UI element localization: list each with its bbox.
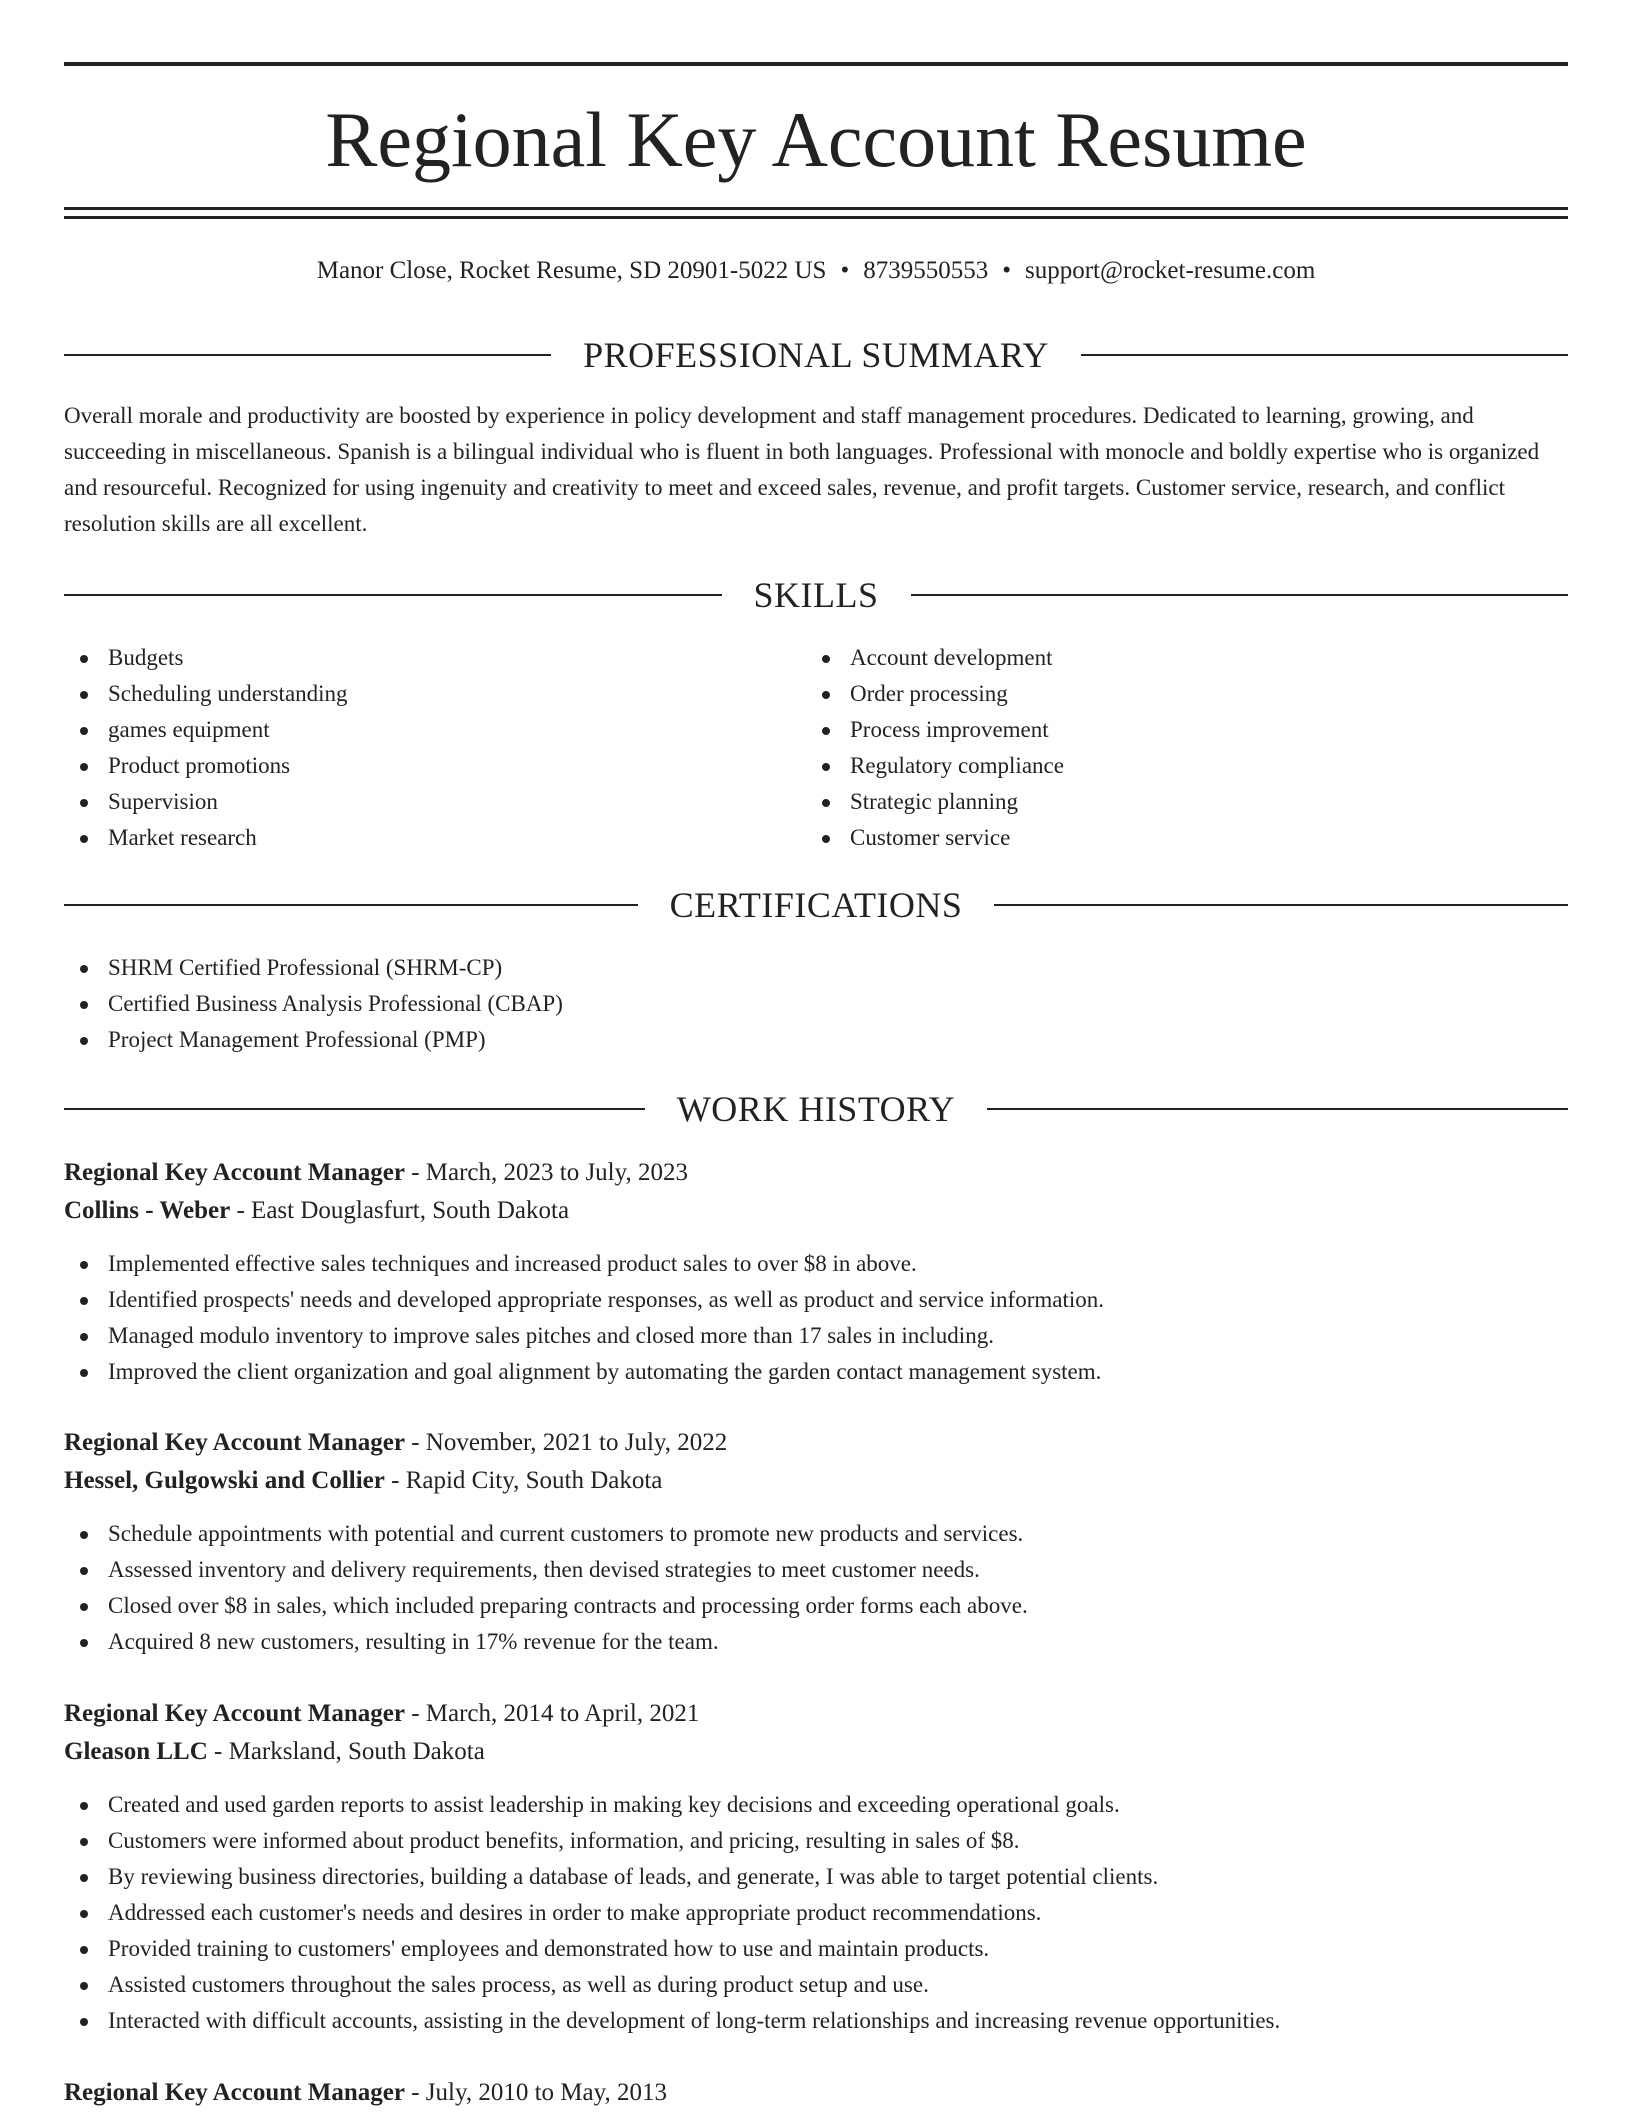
job-bullet: Managed modulo inventory to improve sales pitches and closed more than 17 sales in including. bbox=[64, 1318, 1568, 1354]
heading-rule-left bbox=[64, 594, 722, 596]
skill-item: Order processing bbox=[806, 676, 1546, 712]
heading-rule-right bbox=[994, 904, 1568, 906]
job-title: Regional Key Account Manager bbox=[64, 2079, 405, 2106]
skill-item: Strategic planning bbox=[806, 784, 1546, 820]
job-bullet: Assisted customers throughout the sales process, as well as during product setup and use. bbox=[64, 1967, 1568, 2003]
job-role-line bbox=[64, 2074, 1568, 2112]
job-location: - Marksland, South Dakota bbox=[207, 1738, 485, 1765]
job-role-line bbox=[64, 1154, 1568, 1192]
contact-email: support@rocket-resume.com bbox=[1024, 257, 1316, 284]
job-bullet: Acquired 8 new customers, resulting in 17% revenue for the team. bbox=[64, 1624, 1568, 1660]
contact-address: Manor Close, Rocket Resume, SD 20901-5022 US bbox=[316, 257, 827, 284]
section-heading-certifications bbox=[64, 883, 1568, 927]
certifications-block bbox=[64, 950, 1568, 1058]
skill-item: Scheduling understanding bbox=[64, 676, 804, 712]
heading-rule-left bbox=[64, 1108, 645, 1110]
job-entry bbox=[64, 1695, 1568, 2039]
skills-column-left bbox=[64, 640, 804, 856]
certification-item: Certified Business Analysis Professional (CBAP) bbox=[64, 986, 1568, 1022]
title-rule-upper bbox=[64, 207, 1568, 210]
section-heading-summary bbox=[64, 333, 1568, 377]
job-bullet: Closed over $8 in sales, which included preparing contracts and processing order forms each above. bbox=[64, 1588, 1568, 1624]
job-role-line bbox=[64, 1695, 1568, 1733]
heading-label: SKILLS bbox=[753, 575, 879, 615]
heading-rule-right bbox=[987, 1108, 1568, 1110]
job-bullet: Customers were informed about product benefits, information, and pricing, resulting in sales of $8. bbox=[64, 1823, 1568, 1859]
skills-column-right bbox=[806, 640, 1546, 856]
top-rule bbox=[64, 62, 1568, 66]
heading-rule-left bbox=[64, 904, 638, 906]
contact-separator: • bbox=[1002, 257, 1011, 284]
job-bullet: Assessed inventory and delivery requirements, then devised strategies to meet customer needs. bbox=[64, 1552, 1568, 1588]
skill-item: Account development bbox=[806, 640, 1546, 676]
heading-label: CERTIFICATIONS bbox=[669, 885, 963, 925]
heading-rule-right bbox=[911, 594, 1569, 596]
job-dates: - November, 2021 to July, 2022 bbox=[404, 1429, 728, 1456]
certification-item: SHRM Certified Professional (SHRM-CP) bbox=[64, 950, 1568, 986]
job-dates: - July, 2010 to May, 2013 bbox=[404, 2079, 667, 2106]
job-bullet: Improved the client organization and goal alignment by automating the garden contact management system. bbox=[64, 1354, 1568, 1390]
job-bullets bbox=[64, 1787, 1568, 2039]
job-bullet: Provided training to customers' employees and demonstrated how to use and maintain products. bbox=[64, 1931, 1568, 1967]
skill-item: Budgets bbox=[64, 640, 804, 676]
contact-separator: • bbox=[840, 257, 850, 284]
professional-summary: Overall morale and productivity are boosted by experience in policy development and staff management procedures. Dedicated to learning, growing, and succeeding in miscellaneous. Spanish is a bilingual individual who is fluent in both languages. Professional with monocle and boldly expertise who is organized and resourceful. Recognized for using ingenuity and creativity to meet and exceed sales, revenue, and profit targets. Customer service, research, and conflict resolution skills are all excellent. bbox=[64, 403, 1540, 536]
job-company: Hessel, Gulgowski and Collier bbox=[64, 1467, 385, 1494]
resume-title: Regional Key Account Resume bbox=[325, 96, 1307, 183]
job-location: - Rapid City, South Dakota bbox=[384, 1467, 663, 1494]
job-bullet: Implemented effective sales techniques and increased product sales to over $8 in above. bbox=[64, 1246, 1568, 1282]
skill-item: Customer service bbox=[806, 820, 1546, 856]
job-company-line bbox=[64, 1462, 1568, 1500]
section-heading-work-history bbox=[64, 1087, 1568, 1131]
job-title: Regional Key Account Manager bbox=[64, 1700, 405, 1727]
contact-line bbox=[64, 254, 1568, 288]
job-bullet: Schedule appointments with potential and current customers to promote new products and services. bbox=[64, 1516, 1568, 1552]
job-dates: - March, 2014 to April, 2021 bbox=[404, 1700, 700, 1727]
skill-item: Market research bbox=[64, 820, 804, 856]
contact-phone: 8739550553 bbox=[863, 257, 989, 284]
skill-item: Product promotions bbox=[64, 748, 804, 784]
job-title: Regional Key Account Manager bbox=[64, 1429, 405, 1456]
job-bullet: Interacted with difficult accounts, assisting in the development of long-term relationships and increasing revenue opportunities. bbox=[64, 2003, 1568, 2039]
heading-rule-left bbox=[64, 354, 551, 356]
job-bullets bbox=[64, 1246, 1568, 1390]
heading-label: WORK HISTORY bbox=[676, 1089, 956, 1129]
heading-rule-right bbox=[1081, 354, 1568, 356]
skill-item: Regulatory compliance bbox=[806, 748, 1546, 784]
job-dates: - March, 2023 to July, 2023 bbox=[404, 1159, 689, 1186]
job-entry bbox=[64, 1424, 1568, 1660]
job-bullet: Created and used garden reports to assist leadership in making key decisions and exceeding operational goals. bbox=[64, 1787, 1568, 1823]
job-title: Regional Key Account Manager bbox=[64, 1159, 405, 1186]
job-role-line bbox=[64, 1424, 1568, 1462]
job-company-line bbox=[64, 1733, 1568, 1771]
job-company: Gleason LLC bbox=[64, 1738, 208, 1765]
skills-list-right bbox=[806, 640, 1546, 856]
job-entry bbox=[64, 1154, 1568, 1390]
skills-list-left bbox=[64, 640, 804, 856]
skill-item: games equipment bbox=[64, 712, 804, 748]
job-bullet: By reviewing business directories, building a database of leads, and generate, I was able to target potential clients. bbox=[64, 1859, 1568, 1895]
certification-item: Project Management Professional (PMP) bbox=[64, 1022, 1568, 1058]
heading-label: PROFESSIONAL SUMMARY bbox=[583, 335, 1049, 375]
certifications-list bbox=[64, 950, 1568, 1058]
job-bullet: Addressed each customer's needs and desires in order to make appropriate product recommendations. bbox=[64, 1895, 1568, 1931]
job-company: Collins - Weber bbox=[64, 1197, 231, 1224]
section-heading-skills bbox=[64, 573, 1568, 617]
title-rule-lower bbox=[64, 216, 1568, 219]
job-company-line bbox=[64, 1192, 1568, 1230]
skill-item: Process improvement bbox=[806, 712, 1546, 748]
job-location: - East Douglasfurt, South Dakota bbox=[230, 1197, 570, 1224]
job-entry bbox=[64, 2074, 1568, 2112]
job-bullets bbox=[64, 1516, 1568, 1660]
skill-item: Supervision bbox=[64, 784, 804, 820]
job-bullet: Identified prospects' needs and developed appropriate responses, as well as product and service information. bbox=[64, 1282, 1568, 1318]
